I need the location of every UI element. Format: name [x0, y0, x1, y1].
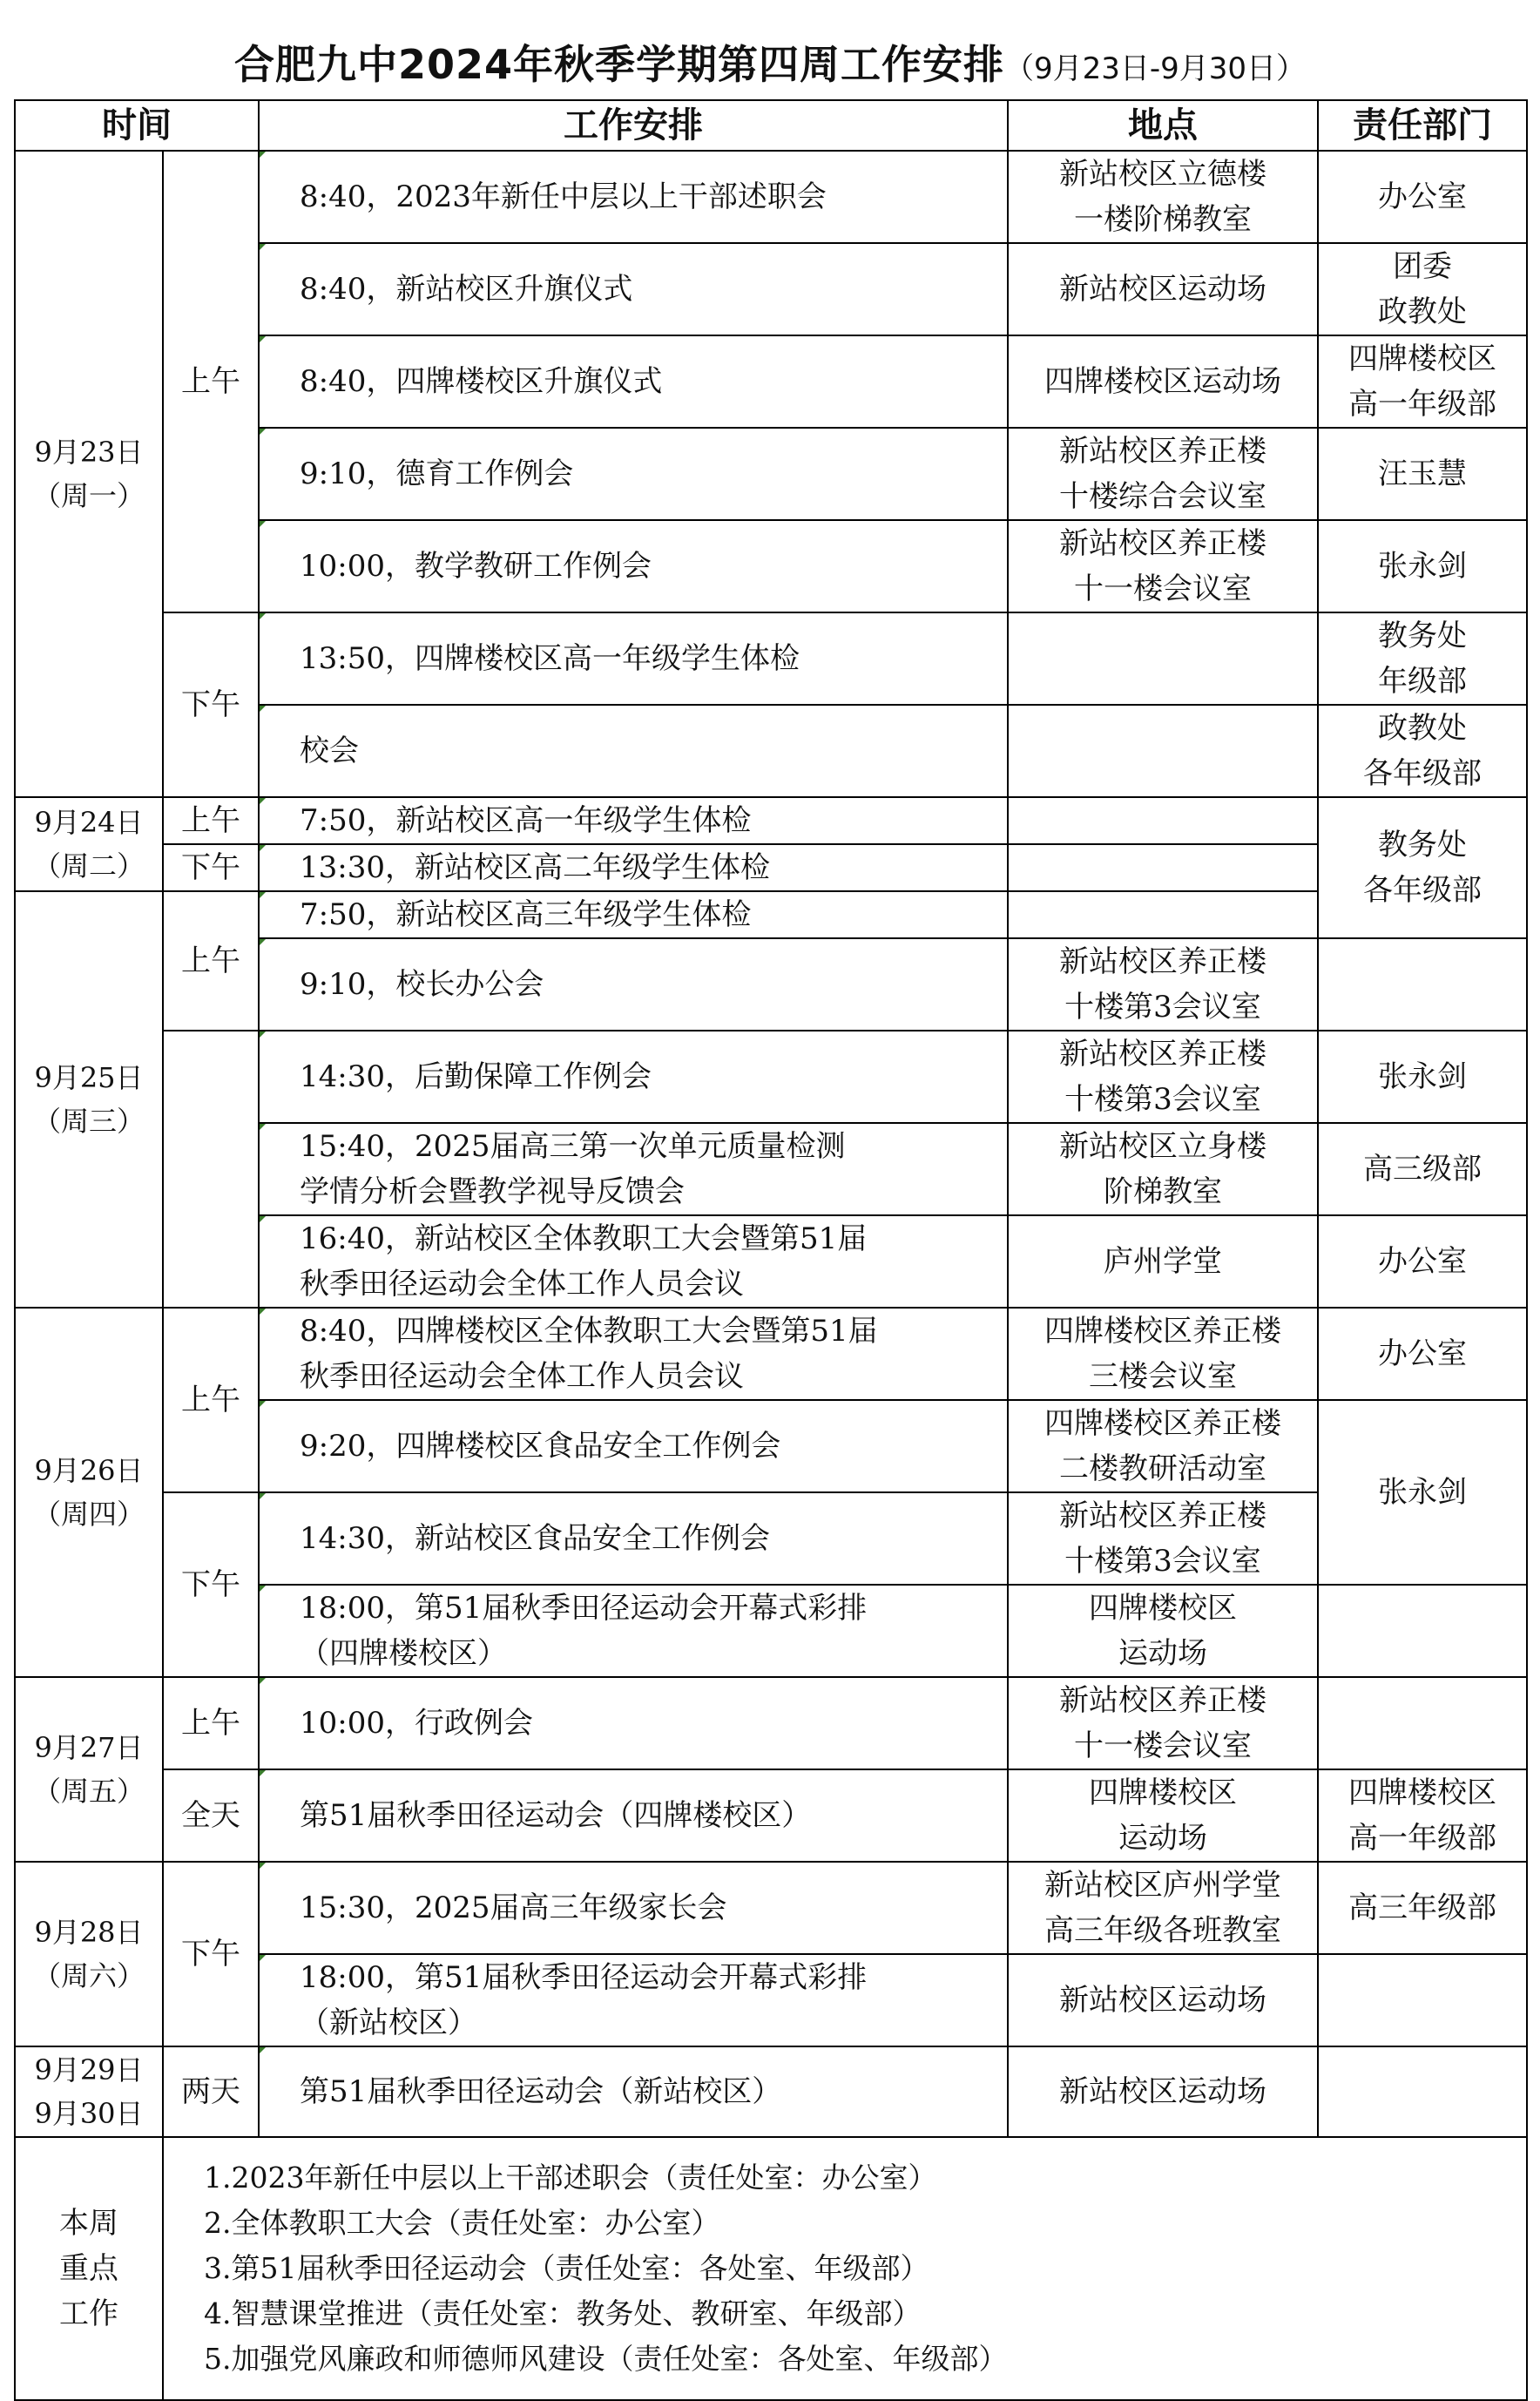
place-cell: 新站校区养正楼 十楼综合会议室 — [1008, 428, 1318, 520]
place-cell: 四牌楼校区养正楼 二楼教研活动室 — [1008, 1400, 1318, 1492]
task-cell: 校会 — [259, 705, 1008, 797]
dept-cell: 张永剑 — [1318, 1031, 1527, 1123]
place-cell: 新站校区立德楼 一楼阶梯教室 — [1008, 151, 1318, 243]
key-work-row — [15, 2137, 1527, 2400]
task-cell: 14:30，新站校区食品安全工作例会 — [259, 1492, 1008, 1585]
task-cell: 16:40，新站校区全体教职工大会暨第51届 秋季田径运动会全体工作人员会议 — [259, 1215, 1008, 1308]
place-cell: 新站校区养正楼 十楼第3会议室 — [1008, 1492, 1318, 1585]
place-cell: 四牌楼校区 运动场 — [1008, 1769, 1318, 1862]
task-cell: 7:50，新站校区高三年级学生体检 — [259, 891, 1008, 938]
table-row — [15, 2046, 1527, 2137]
table-row — [15, 844, 1527, 891]
day-date: 9月25日 — [34, 1061, 144, 1094]
task-cell: 15:30，2025届高三年级家长会 — [259, 1862, 1008, 1954]
table-row — [15, 1677, 1527, 1769]
place-cell: 新站校区养正楼 十一楼会议室 — [1008, 1677, 1318, 1769]
key-work-item: 3.第51届秋季田径运动会（责任处室：各处室、年级部） — [204, 2251, 929, 2285]
key-work-label: 本周 重点 工作 — [15, 2137, 163, 2400]
day-cell-0923 — [15, 151, 163, 797]
day-date: 9月30日 — [34, 2097, 144, 2130]
day-weekday: （周四） — [32, 1498, 145, 1531]
task-cell: 第51届秋季田径运动会（新站校区） — [259, 2046, 1008, 2137]
dept-cell: 办公室 — [1318, 1215, 1527, 1308]
task-cell: 18:00，第51届秋季田径运动会开幕式彩排 （新站校区） — [259, 1954, 1008, 2046]
period-cell-empty — [163, 1031, 259, 1308]
key-work-item: 1.2023年新任中层以上干部述职会（责任处室：办公室） — [204, 2161, 937, 2195]
period-cell: 上午 — [163, 1677, 259, 1769]
day-weekday: （周五） — [32, 1775, 145, 1808]
title-date-range: （9月23日-9月30日） — [1003, 51, 1307, 86]
place-cell: 四牌楼校区养正楼 三楼会议室 — [1008, 1308, 1318, 1400]
place-cell — [1008, 844, 1318, 891]
day-weekday: （周六） — [32, 1959, 145, 1992]
task-cell: 9:10，校长办公会 — [259, 938, 1008, 1031]
place-cell — [1008, 612, 1318, 705]
period-cell: 下午 — [163, 612, 259, 797]
table-row — [15, 797, 1527, 844]
table-row — [15, 1862, 1527, 1954]
task-cell: 18:00，第51届秋季田径运动会开幕式彩排 （四牌楼校区） — [259, 1585, 1008, 1677]
header-place: 地点 — [1008, 100, 1318, 151]
period-cell: 下午 — [163, 844, 259, 891]
day-cell-0926 — [15, 1308, 163, 1677]
dept-cell — [1318, 1585, 1527, 1677]
dept-cell: 高三级部 — [1318, 1123, 1527, 1215]
dept-cell: 四牌楼校区 高一年级部 — [1318, 335, 1527, 428]
place-cell: 庐州学堂 — [1008, 1215, 1318, 1308]
place-cell: 新站校区运动场 — [1008, 1954, 1318, 2046]
table-row — [15, 612, 1527, 705]
header-row — [15, 100, 1527, 151]
day-cell-0927 — [15, 1677, 163, 1862]
task-cell: 10:00，行政例会 — [259, 1677, 1008, 1769]
task-cell: 8:40，新站校区升旗仪式 — [259, 243, 1008, 335]
key-work-item: 4.智慧课堂推进（责任处室：教务处、教研室、年级部） — [204, 2296, 922, 2330]
day-cell-0925 — [15, 891, 163, 1308]
dept-cell: 张永剑 — [1318, 520, 1527, 612]
day-date: 9月26日 — [34, 1454, 144, 1487]
dept-cell: 团委 政教处 — [1318, 243, 1527, 335]
period-cell: 上午 — [163, 151, 259, 612]
day-date: 9月23日 — [34, 436, 144, 469]
task-cell: 13:50，四牌楼校区高一年级学生体检 — [259, 612, 1008, 705]
title-main: 合肥九中2024年秋季学期第四周工作安排 — [233, 41, 1004, 88]
task-cell: 13:30，新站校区高二年级学生体检 — [259, 844, 1008, 891]
table-row — [15, 891, 1527, 938]
task-cell: 14:30，后勤保障工作例会 — [259, 1031, 1008, 1123]
period-cell: 下午 — [163, 1492, 259, 1677]
day-date: 9月29日 — [34, 2053, 144, 2087]
day-date: 9月28日 — [34, 1916, 144, 1949]
dept-cell: 办公室 — [1318, 1308, 1527, 1400]
place-cell: 新站校区立身楼 阶梯教室 — [1008, 1123, 1318, 1215]
place-cell: 新站校区养正楼 十楼第3会议室 — [1008, 1031, 1318, 1123]
period-cell: 上午 — [163, 891, 259, 1031]
page-title — [0, 33, 1540, 91]
key-work-item: 2.全体教职工大会（责任处室：办公室） — [204, 2206, 720, 2240]
dept-cell — [1318, 1677, 1527, 1769]
dept-cell: 政教处 各年级部 — [1318, 705, 1527, 797]
place-cell: 四牌楼校区运动场 — [1008, 335, 1318, 428]
day-weekday: （周三） — [32, 1105, 145, 1138]
place-cell: 新站校区庐州学堂 高三年级各班教室 — [1008, 1862, 1318, 1954]
day-cell-0929-0930 — [15, 2046, 163, 2137]
task-cell: 8:40，四牌楼校区升旗仪式 — [259, 335, 1008, 428]
header-dept: 责任部门 — [1318, 100, 1527, 151]
place-cell: 新站校区运动场 — [1008, 2046, 1318, 2137]
place-cell: 四牌楼校区 运动场 — [1008, 1585, 1318, 1677]
period-cell: 下午 — [163, 1862, 259, 2046]
place-cell: 新站校区运动场 — [1008, 243, 1318, 335]
dept-cell: 汪玉慧 — [1318, 428, 1527, 520]
place-cell: 新站校区养正楼 十一楼会议室 — [1008, 520, 1318, 612]
period-cell: 上午 — [163, 797, 259, 844]
place-cell — [1008, 705, 1318, 797]
table-row — [15, 1308, 1527, 1400]
table-row — [15, 1031, 1527, 1123]
day-cell-0924 — [15, 797, 163, 891]
day-date: 9月27日 — [34, 1731, 144, 1764]
place-cell: 新站校区养正楼 十楼第3会议室 — [1008, 938, 1318, 1031]
period-cell: 两天 — [163, 2046, 259, 2137]
dept-cell: 高三年级部 — [1318, 1862, 1527, 1954]
dept-cell: 教务处 年级部 — [1318, 612, 1527, 705]
place-cell — [1008, 891, 1318, 938]
task-cell: 7:50，新站校区高一年级学生体检 — [259, 797, 1008, 844]
header-time: 时间 — [15, 100, 259, 151]
task-cell: 8:40，2023年新任中层以上干部述职会 — [259, 151, 1008, 243]
task-cell: 9:10，德育工作例会 — [259, 428, 1008, 520]
dept-cell: 四牌楼校区 高一年级部 — [1318, 1769, 1527, 1862]
dept-cell: 张永剑 — [1318, 1400, 1527, 1585]
task-cell: 8:40，四牌楼校区全体教职工大会暨第51届 秋季田径运动会全体工作人员会议 — [259, 1308, 1008, 1400]
day-cell-0928 — [15, 1862, 163, 2046]
table-row — [15, 1769, 1527, 1862]
period-cell: 上午 — [163, 1308, 259, 1492]
key-work-item: 5.加强党风廉政和师德师风建设（责任处室：各处室、年级部） — [204, 2342, 1008, 2376]
dept-cell — [1318, 2046, 1527, 2137]
day-weekday: （周二） — [32, 849, 145, 883]
header-work: 工作安排 — [259, 100, 1008, 151]
table-row — [15, 1492, 1527, 1585]
period-cell: 全天 — [163, 1769, 259, 1862]
table-row — [15, 151, 1527, 243]
dept-cell: 教务处 各年级部 — [1318, 797, 1527, 938]
schedule-table — [14, 99, 1528, 2401]
task-cell: 15:40，2025届高三第一次单元质量检测 学情分析会暨教学视导反馈会 — [259, 1123, 1008, 1215]
dept-cell — [1318, 1954, 1527, 2046]
dept-cell: 办公室 — [1318, 151, 1527, 243]
task-cell: 10:00，教学教研工作例会 — [259, 520, 1008, 612]
day-date: 9月24日 — [34, 806, 144, 839]
task-cell: 9:20，四牌楼校区食品安全工作例会 — [259, 1400, 1008, 1492]
place-cell — [1008, 797, 1318, 844]
day-weekday: （周一） — [32, 479, 145, 512]
key-work-list — [163, 2137, 1527, 2400]
dept-cell — [1318, 938, 1527, 1031]
task-cell: 第51届秋季田径运动会（四牌楼校区） — [259, 1769, 1008, 1862]
